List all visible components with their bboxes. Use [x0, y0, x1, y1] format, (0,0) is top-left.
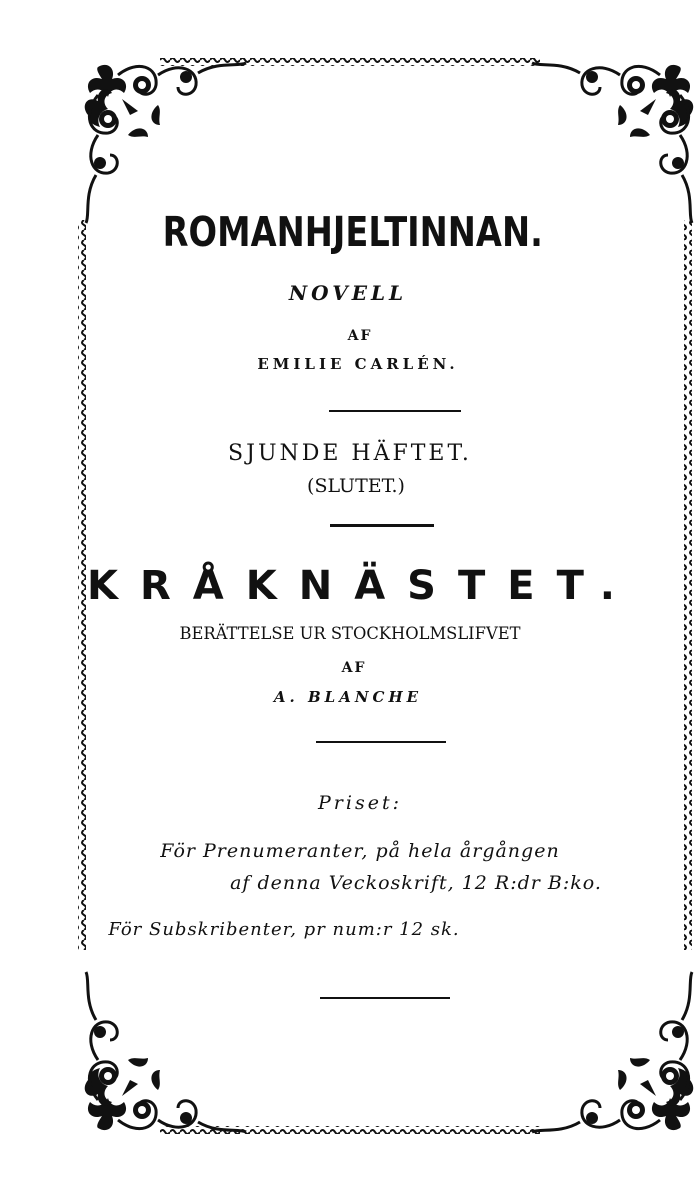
corner-ornament-bottom-left: [85, 972, 246, 1132]
author-blanche: A. BLANCHE: [273, 688, 423, 706]
divider-4: [320, 997, 450, 999]
corner-ornament-top-right: [532, 63, 693, 223]
price-per-issue: För Subskribenter, pr num:r 12 sk.: [108, 919, 460, 940]
divider-1: [329, 410, 461, 412]
price-subscribers-year: För Prenumeranter, på hela årgången: [160, 840, 560, 862]
part-label: SJUNDE HÄFTET.: [228, 441, 472, 466]
by-label-2: AF: [341, 660, 367, 676]
corner-ornament-bottom-right: [532, 972, 693, 1132]
corner-ornament-top-left: [85, 63, 246, 223]
title-romanhjeltinnan: ROMANHJELTINNAN.: [162, 208, 543, 256]
price-subscribers-amount: af denna Veckoskrift, 12 R:dr B:ko.: [230, 872, 602, 894]
divider-3: [316, 741, 446, 743]
price-heading: Priset:: [318, 792, 402, 814]
genre-label: NOVELL: [288, 281, 408, 305]
part-note: (SLUTET.): [307, 475, 405, 497]
divider-2: [330, 524, 434, 527]
author-carlen: EMILIE CARLÉN.: [257, 355, 459, 373]
title-kraknastet: KRÅKNÄSTET.: [86, 563, 637, 609]
by-label-1: AF: [347, 328, 373, 344]
subtitle-stockholm: BERÄTTELSE UR STOCKHOLMSLIFVET: [179, 624, 521, 644]
